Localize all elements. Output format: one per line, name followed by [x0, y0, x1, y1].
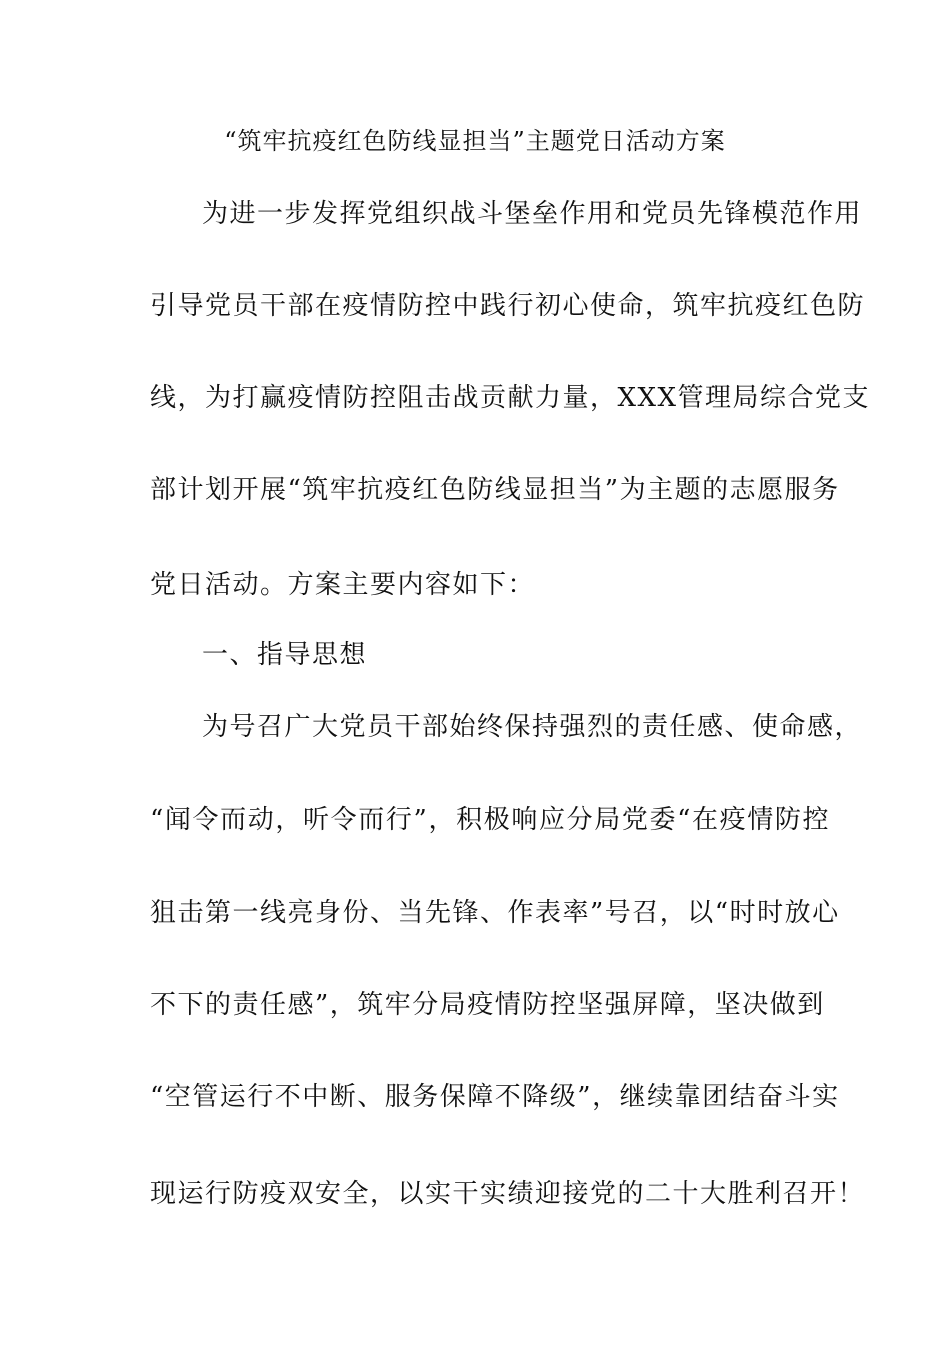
section-line-5: “空管运行不中断、服务保障不降级”，继续靠团结奋斗实	[150, 1082, 840, 1112]
intro-line-5: 党日活动。方案主要内容如下：	[150, 570, 536, 600]
intro-line-4: 部计划开展“筑牢抗疫红色防线显担当”为主题的志愿服务	[150, 475, 840, 505]
section-heading: 一、指导思想	[202, 640, 368, 670]
section-line-2: “闻令而动，听令而行”，积极响应分局党委“在疫情防控	[150, 805, 830, 835]
section-line-6: 现运行防疫双安全，以实干实绩迎接党的二十大胜利召开！	[150, 1179, 866, 1209]
section-line-4: 不下的责任感”，筑牢分局疫情防控坚强屏障，坚决做到	[150, 990, 825, 1020]
document-title: “筑牢抗疫红色防线显担当”主题党日活动方案	[224, 127, 726, 155]
intro-line-2: 引导党员干部在疫情防控中践行初心使命，筑牢抗疫红色防	[150, 291, 866, 321]
intro-line-3: 线，为打赢疫情防控阻击战贡献力量，XXX管理局综合党支	[150, 383, 871, 413]
section-line-3: 狙击第一线亮身份、当先锋、作表率”号召，以“时时放心	[150, 898, 840, 928]
section-line-1: 为号召广大党员干部始终保持强烈的责任感、使命感，	[202, 712, 863, 742]
intro-line-1: 为进一步发挥党组织战斗堡垒作用和党员先锋模范作用	[202, 199, 863, 229]
